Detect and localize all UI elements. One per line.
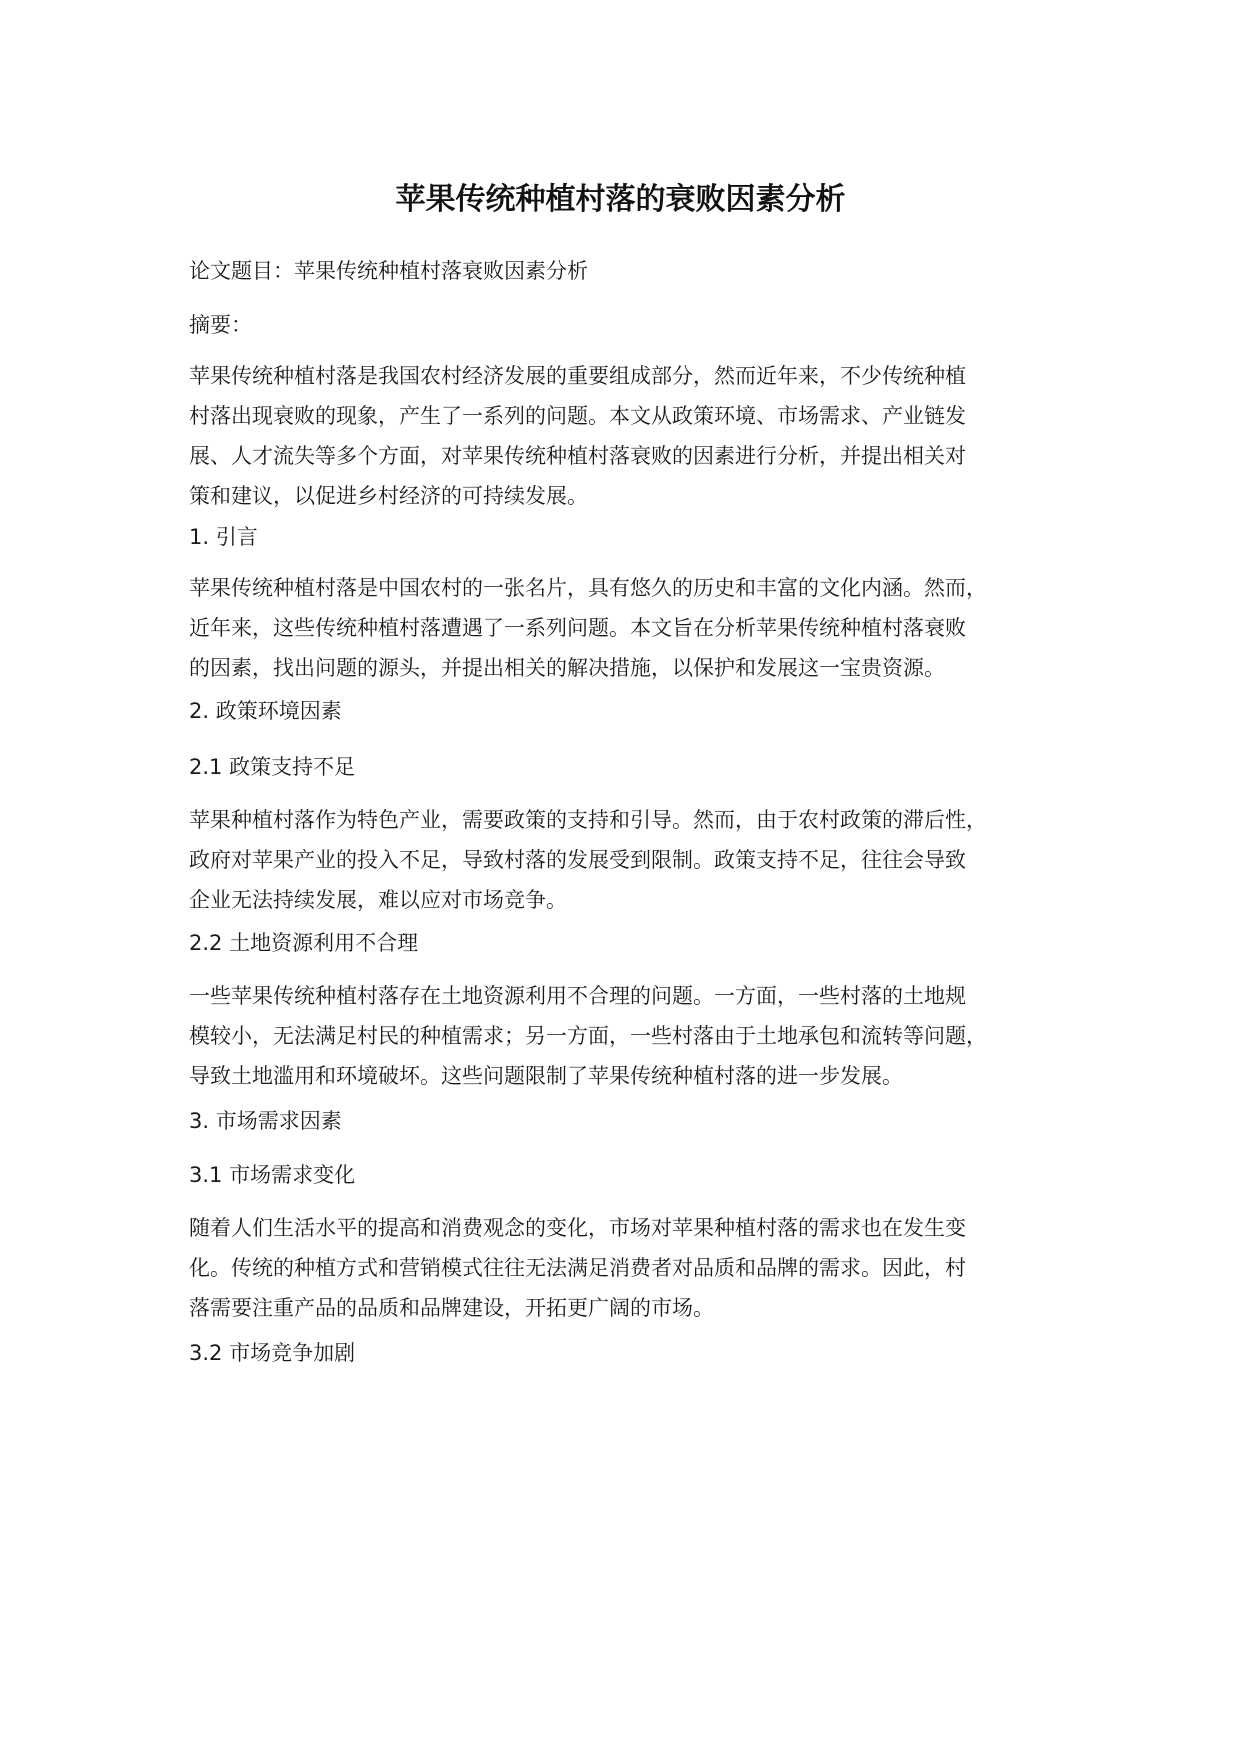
- section-heading-3: 3. 市场需求因素: [189, 1109, 342, 1133]
- subsection-heading-2-2: 2.2 土地资源利用不合理: [189, 931, 419, 955]
- abstract-label: 摘要：: [189, 313, 252, 337]
- paragraph-line: 企业无法持续发展，难以应对市场竞争。: [189, 888, 567, 912]
- subsection-heading-3-1: 3.1 市场需求变化: [189, 1163, 356, 1187]
- paragraph-line: 导致土地滥用和环境破坏。这些问题限制了苹果传统种植村落的进一步发展。: [189, 1064, 903, 1088]
- thesis-title: 论文题目：苹果传统种植村落衰败因素分析: [189, 259, 588, 283]
- paragraph-line: 策和建议，以促进乡村经济的可持续发展。: [189, 484, 588, 508]
- land-resources-paragraph: [189, 976, 1069, 1096]
- paragraph-line: 苹果传统种植村落是中国农村的一张名片，具有悠久的历史和丰富的文化内涵。然而，: [189, 576, 987, 600]
- paragraph-line: 苹果传统种植村落是我国农村经济发展的重要组成部分，然而近年来，不少传统种植: [189, 364, 966, 388]
- paragraph-line: 苹果种植村落作为特色产业，需要政策的支持和引导。然而，由于农村政策的滞后性，: [189, 808, 987, 832]
- abstract-paragraph: [189, 356, 1069, 516]
- subsection-heading-3-2: 3.2 市场竞争加剧: [189, 1341, 356, 1365]
- paragraph-line: 展、人才流失等多个方面，对苹果传统种植村落衰败的因素进行分析，并提出相关对: [189, 444, 966, 468]
- policy-support-paragraph: [189, 800, 1069, 920]
- paragraph-line: 随着人们生活水平的提高和消费观念的变化，市场对苹果种植村落的需求也在发生变: [189, 1216, 966, 1240]
- paragraph-line: 模较小，无法满足村民的种植需求；另一方面，一些村落由于土地承包和流转等问题，: [189, 1024, 987, 1048]
- paragraph-line: 村落出现衰败的现象，产生了一系列的问题。本文从政策环境、市场需求、产业链发: [189, 404, 966, 428]
- paragraph-line: 近年来，这些传统种植村落遭遇了一系列问题。本文旨在分析苹果传统种植村落衰败: [189, 616, 966, 640]
- subsection-heading-2-1: 2.1 政策支持不足: [189, 755, 356, 779]
- intro-paragraph: [189, 568, 1069, 688]
- section-heading-2: 2. 政策环境因素: [189, 699, 342, 723]
- document-title: 苹果传统种植村落的衰败因素分析: [395, 182, 846, 217]
- section-heading-1: 1. 引言: [189, 525, 258, 549]
- market-demand-paragraph: [189, 1208, 1069, 1328]
- paragraph-line: 的因素，找出问题的源头，并提出相关的解决措施，以保护和发展这一宝贵资源。: [189, 656, 945, 680]
- paragraph-line: 落需要注重产品的品质和品牌建设，开拓更广阔的市场。: [189, 1296, 714, 1320]
- paragraph-line: 一些苹果传统种植村落存在土地资源利用不合理的问题。一方面，一些村落的土地规: [189, 984, 966, 1008]
- paragraph-line: 政府对苹果产业的投入不足，导致村落的发展受到限制。政策支持不足，往往会导致: [189, 848, 966, 872]
- paragraph-line: 化。传统的种植方式和营销模式往往无法满足消费者对品质和品牌的需求。因此，村: [189, 1256, 966, 1280]
